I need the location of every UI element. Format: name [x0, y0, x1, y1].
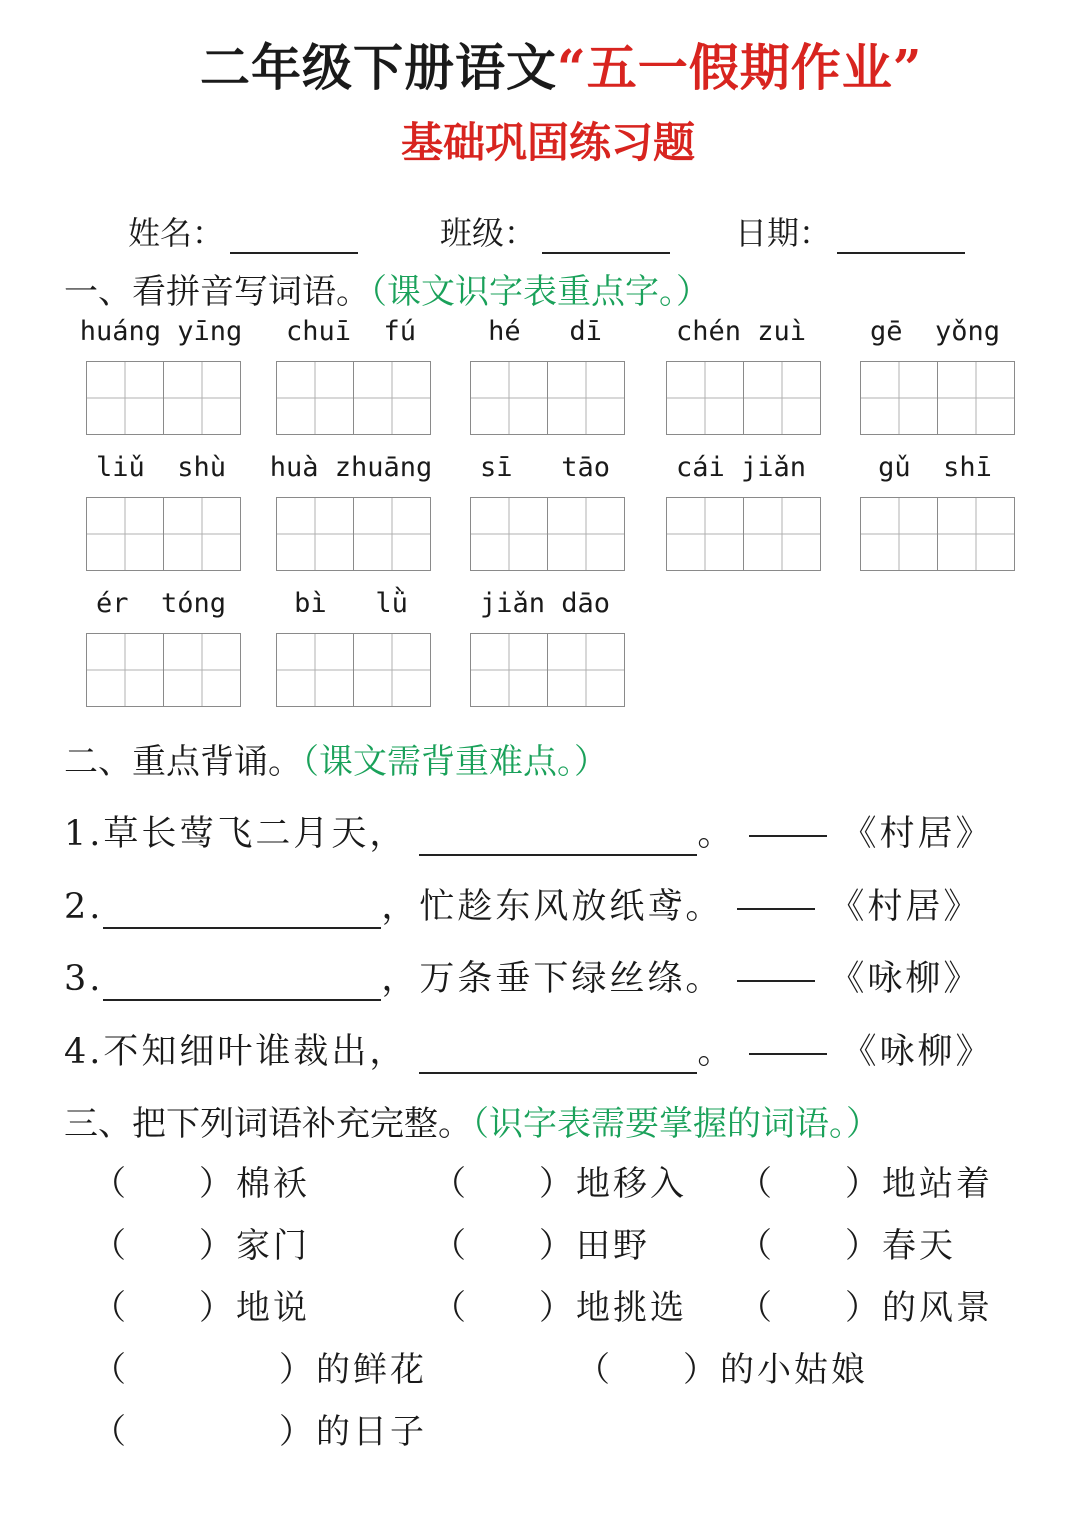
- pinyin-label: liǔ shù: [95, 452, 227, 483]
- pinyin-label: jiǎn dāo: [479, 588, 611, 619]
- poem-source: 《咏柳》: [829, 959, 982, 999]
- paren-open: （: [92, 1288, 129, 1328]
- section3-heading: [64, 1096, 880, 1145]
- name-blank[interactable]: [230, 222, 358, 254]
- fill-item[interactable]: [92, 1280, 310, 1329]
- name-field[interactable]: [128, 208, 358, 254]
- word: 春天: [882, 1226, 956, 1266]
- paren-open: （: [738, 1288, 775, 1328]
- paren-open: （: [92, 1350, 129, 1390]
- word: 地挑选: [576, 1288, 687, 1328]
- fill-item[interactable]: [432, 1156, 687, 1205]
- pinyin-label: sī tāo: [479, 452, 611, 483]
- paren-open: （: [432, 1226, 469, 1266]
- recite-line-4: [64, 1024, 993, 1074]
- paren-close: ）: [279, 1412, 316, 1452]
- word: 的鲜花: [316, 1350, 427, 1390]
- line-text: ，忙趁东风放纸鸢。: [381, 887, 724, 927]
- date-field[interactable]: [735, 208, 965, 254]
- pinyin-label: ér tóng: [95, 588, 227, 619]
- word: 家门: [236, 1226, 310, 1266]
- fill-item[interactable]: [738, 1218, 956, 1267]
- word: 的小姑娘: [720, 1350, 868, 1390]
- fill-item[interactable]: [92, 1156, 310, 1205]
- writing-grid[interactable]: [276, 633, 431, 707]
- dash: [749, 1053, 827, 1055]
- class-label: 班级：: [440, 214, 537, 252]
- poem-source: 《村居》: [841, 814, 994, 854]
- class-blank[interactable]: [542, 222, 670, 254]
- page-title: [200, 28, 1000, 100]
- paren-close: ）: [845, 1164, 882, 1204]
- name-label: 姓名：: [128, 214, 225, 252]
- answer-blank[interactable]: [419, 818, 697, 856]
- page-subtitle: 基础巩固练习题: [400, 118, 695, 167]
- writing-grid[interactable]: [276, 497, 431, 571]
- pinyin-label: chuī fú: [285, 316, 417, 347]
- section3-title: 三、把下列词语补充完整。: [64, 1104, 472, 1144]
- answer-blank[interactable]: [103, 891, 381, 929]
- pinyin-label: huáng yīng: [79, 316, 243, 347]
- recite-line-2: [64, 879, 981, 929]
- fill-item[interactable]: [92, 1404, 427, 1453]
- section1-title: 一、看拼音写词语。: [64, 272, 370, 312]
- writing-grid[interactable]: [86, 633, 241, 707]
- writing-grid[interactable]: [666, 497, 821, 571]
- pinyin-label: hé dī: [488, 316, 602, 347]
- section1-note: （课文识字表重点字。）: [370, 272, 710, 312]
- line-number: 3.: [64, 959, 104, 999]
- paren-close: ）: [199, 1288, 236, 1328]
- word: 地说: [236, 1288, 310, 1328]
- pinyin-label: bì lǜ: [294, 588, 408, 619]
- line-text: 。: [697, 1032, 736, 1072]
- writing-grid[interactable]: [860, 361, 1015, 435]
- line-text: 草长莺飞二月天，: [103, 814, 408, 854]
- section2-note: （课文需背重难点。）: [302, 742, 608, 782]
- fill-item[interactable]: [92, 1218, 310, 1267]
- fill-item[interactable]: [576, 1342, 868, 1391]
- fill-item[interactable]: [432, 1218, 650, 1267]
- line-text: ，万条垂下绿丝绦。: [381, 959, 724, 999]
- recite-line-1: [64, 806, 993, 856]
- dash: [749, 835, 827, 837]
- paren-close: ）: [279, 1350, 316, 1390]
- word: 田野: [576, 1226, 650, 1266]
- paren-open: （: [92, 1412, 129, 1452]
- paren-open: （: [576, 1350, 613, 1390]
- paren-open: （: [432, 1164, 469, 1204]
- pinyin-label: gē yǒng: [869, 316, 1001, 347]
- fill-item[interactable]: [432, 1280, 687, 1329]
- paren-open: （: [92, 1164, 129, 1204]
- line-number: 4.: [64, 1032, 104, 1072]
- line-number: 1.: [64, 814, 104, 854]
- word: 的风景: [882, 1288, 993, 1328]
- pinyin-label: gǔ shī: [878, 452, 992, 483]
- writing-grid[interactable]: [860, 497, 1015, 571]
- line-text: 。: [697, 814, 736, 854]
- title-main: 二年级下册语文: [200, 38, 557, 97]
- word: 的日子: [316, 1412, 427, 1452]
- recite-line-3: [64, 951, 981, 1001]
- answer-blank[interactable]: [103, 963, 381, 1001]
- pinyin-label: cái jiǎn: [675, 452, 807, 483]
- writing-grid[interactable]: [470, 633, 625, 707]
- date-blank[interactable]: [837, 222, 965, 254]
- class-field[interactable]: [440, 208, 670, 254]
- pinyin-label: chén zuì: [675, 316, 807, 347]
- word: 棉袄: [236, 1164, 310, 1204]
- writing-grid[interactable]: [276, 361, 431, 435]
- paren-close: ）: [199, 1226, 236, 1266]
- answer-blank[interactable]: [419, 1036, 697, 1074]
- pinyin-label: huà zhuāng: [269, 452, 433, 483]
- section2-heading: [64, 734, 608, 783]
- section2-title: 二、重点背诵。: [64, 742, 302, 782]
- paren-close: ）: [199, 1164, 236, 1204]
- title-highlight: “五一假期作业”: [557, 38, 923, 97]
- word: 地站着: [882, 1164, 993, 1204]
- writing-grid[interactable]: [666, 361, 821, 435]
- fill-item[interactable]: [92, 1342, 427, 1391]
- dash: [737, 908, 815, 910]
- word: 地移入: [576, 1164, 687, 1204]
- fill-item[interactable]: [738, 1156, 993, 1205]
- writing-grid[interactable]: [470, 497, 625, 571]
- writing-grid[interactable]: [86, 361, 241, 435]
- section3-note: （识字表需要掌握的词语。）: [472, 1104, 880, 1144]
- line-number: 2.: [64, 887, 104, 927]
- poem-source: 《咏柳》: [841, 1032, 994, 1072]
- line-text: 不知细叶谁裁出，: [103, 1032, 408, 1072]
- paren-close: ）: [539, 1164, 576, 1204]
- section1-heading: [64, 264, 710, 313]
- date-label: 日期：: [735, 214, 832, 252]
- paren-open: （: [92, 1226, 129, 1266]
- paren-open: （: [738, 1164, 775, 1204]
- poem-source: 《村居》: [829, 887, 982, 927]
- paren-close: ）: [845, 1288, 882, 1328]
- paren-open: （: [738, 1226, 775, 1266]
- dash: [737, 980, 815, 982]
- writing-grid[interactable]: [470, 361, 625, 435]
- fill-item[interactable]: [738, 1280, 993, 1329]
- writing-grid[interactable]: [86, 497, 241, 571]
- paren-close: ）: [683, 1350, 720, 1390]
- paren-open: （: [432, 1288, 469, 1328]
- paren-close: ）: [845, 1226, 882, 1266]
- paren-close: ）: [539, 1226, 576, 1266]
- paren-close: ）: [539, 1288, 576, 1328]
